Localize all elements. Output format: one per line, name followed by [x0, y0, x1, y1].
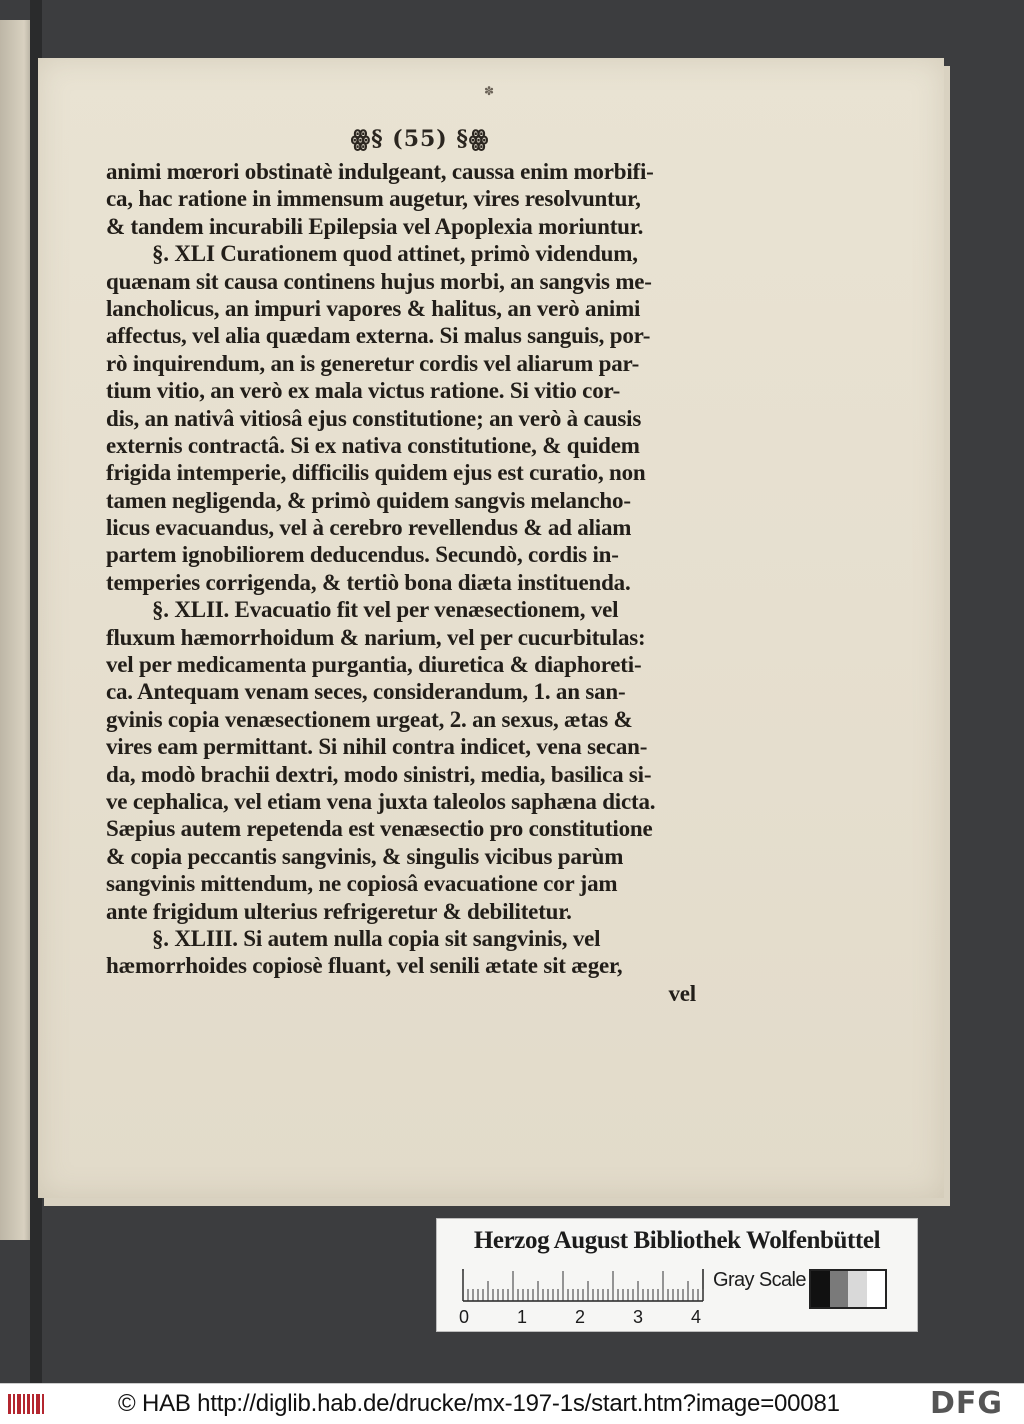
- footer-bar: [0, 1383, 1024, 1424]
- catchword: vel: [668, 980, 696, 1006]
- text-line: vires eam permittant. Si nihil contra indicet, vena secan-: [106, 734, 648, 760]
- text-line: & copia peccantis sangvinis, & singulis vicibus parùm: [106, 843, 624, 869]
- text-line: gvinis copia venæsectionem urgeat, 2. an sexus, ætas &: [106, 706, 633, 732]
- library-name: Herzog August Bibliothek Wolfenbüttel: [473, 1227, 881, 1254]
- text-line: ca, hac ratione in immensum augetur, vires resolvuntur,: [106, 186, 641, 212]
- text-line: da, modò brachii dextri, modo sinistri, media, basilica si-: [106, 761, 652, 787]
- ruler-number-3: 3: [633, 1307, 644, 1327]
- hab-logo-icon: [6, 1390, 46, 1418]
- ruler-number-1: 1: [517, 1307, 528, 1327]
- dfg-logo: DFG: [930, 1386, 1004, 1421]
- gray-swatch: [867, 1271, 886, 1307]
- text-line: licus evacuandus, vel à cerebro revellendus & ad aliam: [106, 515, 632, 541]
- text-line: ante frigidum ulterius refrigeretur & debilitetur.: [106, 898, 572, 924]
- text-line: partem ignobiliorem deducendus. Secundò, cordis in-: [106, 542, 619, 568]
- text-line: affectus, vel alia quædam externa. Si malus sanguis, por-: [106, 323, 651, 349]
- text-line: frigida intemperie, difficilis quidem ejus est curatio, non: [106, 460, 646, 486]
- text-line: ve cephalica, vel etiam vena juxta taleolos saphæna dicta.: [106, 788, 656, 814]
- text-line: §. XLII. Evacuatio fit vel per venæsectionem, vel: [152, 597, 619, 623]
- page-text: [106, 158, 706, 1007]
- text-line: tamen negligenda, & primò quidem sangvis melancho-: [106, 487, 631, 513]
- gray-scale-swatches: [809, 1269, 887, 1309]
- text-line: fluxum hæmorrhoidum & narium, vel per cucurbitulas:: [106, 624, 646, 650]
- text-line: hæmorrhoides copiosè fluant, vel senili ætate sit æger,: [106, 953, 623, 979]
- ruler-number-4: 4: [691, 1307, 702, 1327]
- page-number-header: ꙮ§ (55) §ꙮ: [350, 126, 490, 152]
- page-speck: ✽: [484, 84, 495, 98]
- text-line: quænam sit causa continens hujus morbi, an sangvis me-: [106, 268, 652, 294]
- library-color-chart: [436, 1218, 918, 1332]
- text-line: externis contractâ. Si ex nativa constitutione, & quidem: [106, 432, 640, 458]
- text-line: rò inquirendum, an is generetur cordis vel aliarum par-: [106, 350, 640, 376]
- text-line: Sæpius autem repetenda est venæsectio pro constitutione: [106, 816, 653, 842]
- text-line: sangvinis mittendum, ne copiosâ evacuatione cor jam: [106, 871, 618, 897]
- text-line: lancholicus, an impuri vapores & halitus, an verò animi: [106, 295, 641, 321]
- gray-scale-label: Gray Scale: [713, 1269, 806, 1291]
- text-line: & tandem incurabili Epilepsia vel Apoplexia moriuntur.: [106, 213, 644, 239]
- text-line: §. XLI Curationem quod attinet, primò videndum,: [152, 241, 638, 267]
- text-line: tium vitio, an verò ex mala victus ratione. Si vitio cor-: [106, 378, 621, 404]
- centimeter-ruler: [461, 1267, 705, 1303]
- gray-swatch: [811, 1271, 830, 1307]
- text-line: temperies corrigenda, & tertiò bona diæta instituenda.: [106, 569, 631, 595]
- gray-swatch: [830, 1271, 849, 1307]
- text-line: ca. Antequam venam seces, considerandum, 1. an san-: [106, 679, 626, 705]
- ruler-number-0: 0: [459, 1307, 470, 1327]
- text-line: §. XLIII. Si autem nulla copia sit sangvinis, vel: [152, 925, 601, 951]
- text-line: vel per medicamenta purgantia, diuretica & diaphoreti-: [106, 652, 642, 678]
- text-line: dis, an nativâ vitiosâ ejus constitutione; an verò à causis: [106, 405, 642, 431]
- copyright-link[interactable]: © HAB http://diglib.hab.de/drucke/mx-197-1s/start.htm?image=00081: [118, 1390, 840, 1417]
- text-line: animi mœrori obstinatè indulgeant, caussa enim morbifi-: [106, 159, 654, 184]
- gray-swatch: [848, 1271, 867, 1307]
- ruler-number-2: 2: [575, 1307, 586, 1327]
